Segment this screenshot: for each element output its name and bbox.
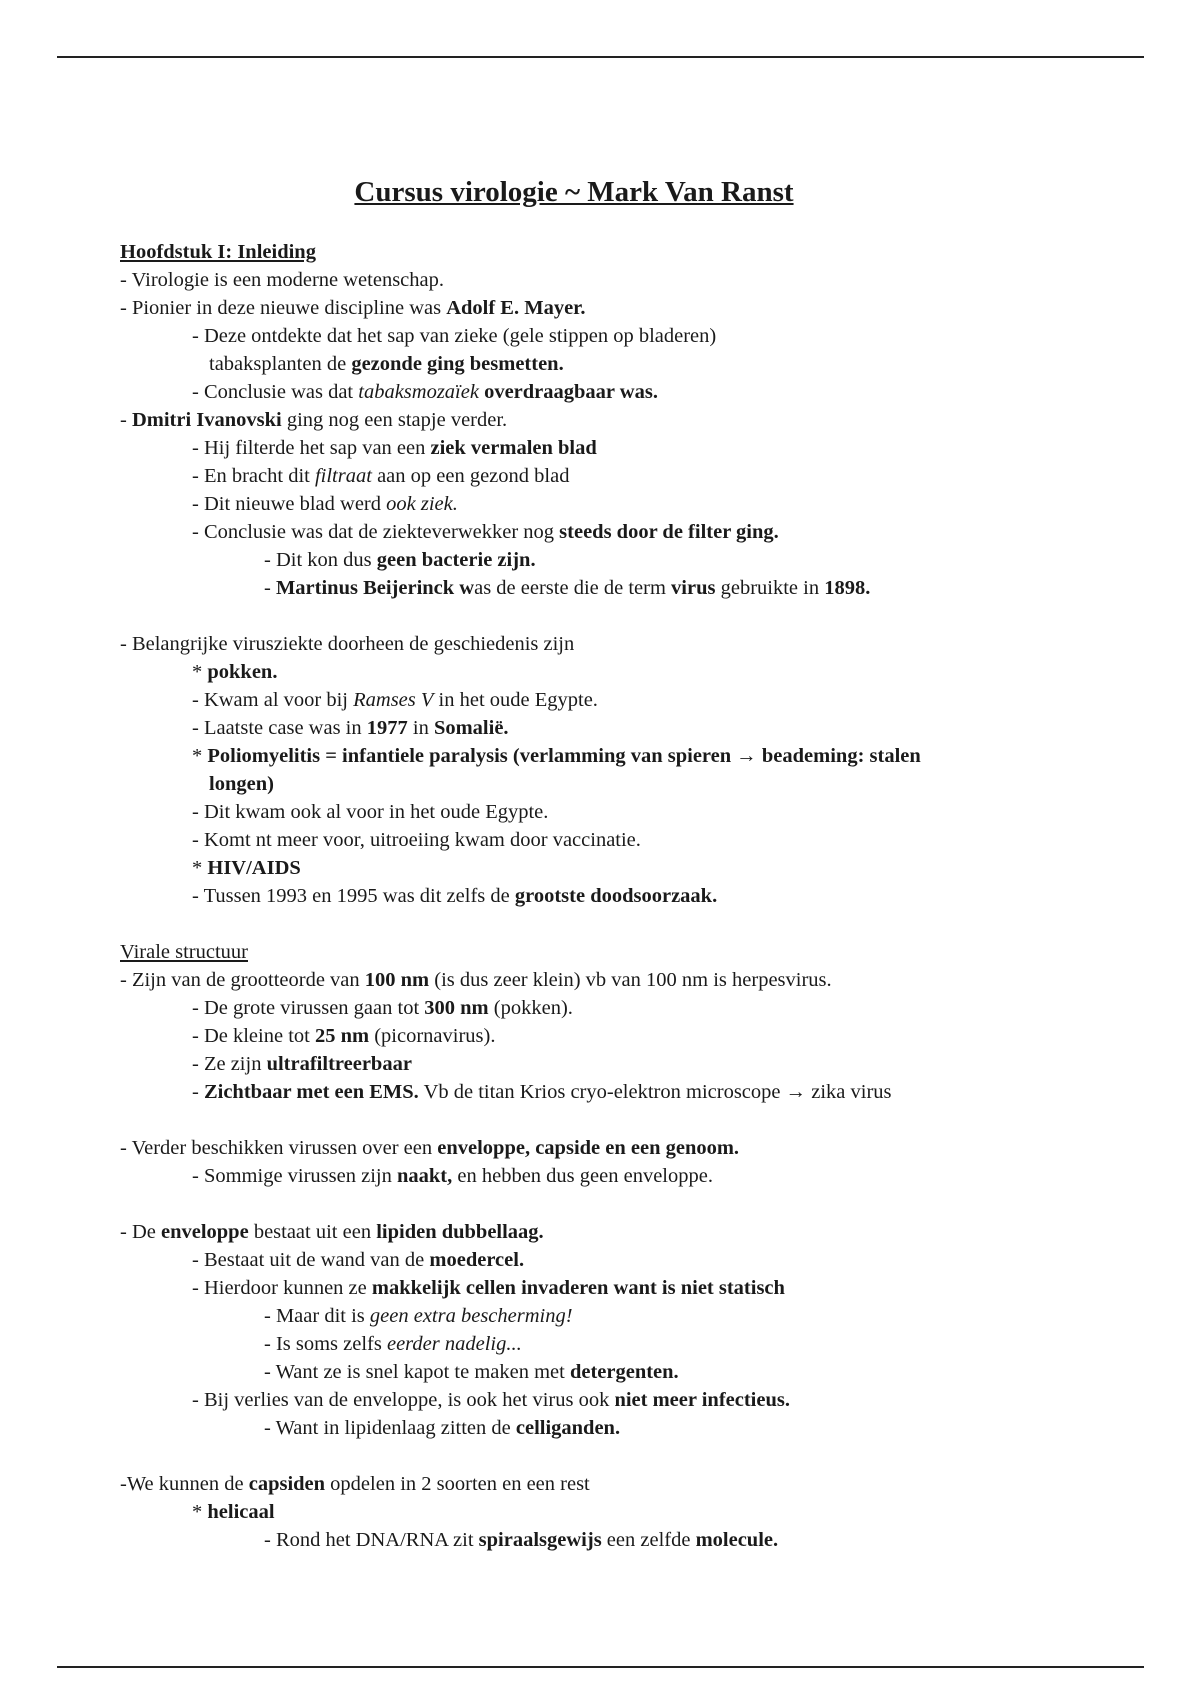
text-line: - Maar dit is geen extra bescherming! xyxy=(264,1305,573,1327)
bottom-rule xyxy=(57,1666,1144,1668)
text-line: - Hierdoor kunnen ze makkelijk cellen invaderen want is niet statisch xyxy=(192,1277,785,1299)
section-heading: Virale structuur xyxy=(120,941,248,963)
text-line: - Martinus Beijerinck was de eerste die de term virus gebruikte in 1898. xyxy=(264,577,871,599)
text-line: - Rond het DNA/RNA zit spiraalsgewijs een zelfde molecule. xyxy=(264,1529,779,1551)
text-line: * HIV/AIDS xyxy=(192,857,301,879)
text-line: - Dmitri Ivanovski ging nog een stapje verder. xyxy=(120,409,508,431)
text-line: - Want in lipidenlaag zitten de celliganden. xyxy=(264,1417,621,1439)
text-line: * helicaal xyxy=(192,1501,275,1523)
text-line: - De kleine tot 25 nm (picornavirus). xyxy=(192,1025,496,1047)
text-line: - Komt nt meer voor, uitroeiing kwam door vaccinatie. xyxy=(192,829,641,851)
text-line: - Dit kwam ook al voor in het oude Egypte. xyxy=(192,801,549,823)
text-line: - En bracht dit filtraat aan op een gezond blad xyxy=(192,465,570,487)
text-line: - Belangrijke virusziekte doorheen de geschiedenis zijn xyxy=(120,633,575,655)
text-line: - Want ze is snel kapot te maken met detergenten. xyxy=(264,1361,679,1383)
text-line: - Sommige virussen zijn naakt, en hebben dus geen enveloppe. xyxy=(192,1165,713,1187)
text-line: - Zijn van de grootteorde van 100 nm (is dus zeer klein) vb van 100 nm is herpesvirus. xyxy=(120,969,832,991)
chapter-heading: Hoofdstuk I: Inleiding xyxy=(120,241,316,263)
text-line: - Verder beschikken virussen over een enveloppe, capside en een genoom. xyxy=(120,1137,740,1159)
text-line: - Bij verlies van de enveloppe, is ook het virus ook niet meer infectieus. xyxy=(192,1389,790,1411)
text-line: - Bestaat uit de wand van de moedercel. xyxy=(192,1249,525,1271)
text-line: - Virologie is een moderne wetenschap. xyxy=(120,269,445,291)
text-line: - Zichtbaar met een EMS. Vb de titan Krios cryo-elektron microscope → zika virus xyxy=(192,1081,892,1103)
text-line: - Pionier in deze nieuwe discipline was Adolf E. Mayer. xyxy=(120,297,586,319)
text-line: - Laatste case was in 1977 in Somalië. xyxy=(192,717,509,739)
text-line: -We kunnen de capsiden opdelen in 2 soorten en een rest xyxy=(120,1473,590,1495)
text-line: - Conclusie was dat de ziekteverwekker nog steeds door de filter ging. xyxy=(192,521,779,543)
document-title: Cursus virologie ~ Mark Van Ranst xyxy=(354,176,794,208)
text-line: - De grote virussen gaan tot 300 nm (pokken). xyxy=(192,997,573,1019)
text-line: - Ze zijn ultrafiltreerbaar xyxy=(192,1053,412,1075)
text-line: - Deze ontdekte dat het sap van zieke (gele stippen op bladeren) xyxy=(192,325,717,347)
text-line: - Hij filterde het sap van een ziek vermalen blad xyxy=(192,437,597,459)
text-line: tabaksplanten de gezonde ging besmetten. xyxy=(209,353,564,375)
top-rule xyxy=(57,56,1144,58)
text-line: longen) xyxy=(209,773,274,795)
text-line: - Tussen 1993 en 1995 was dit zelfs de grootste doodsoorzaak. xyxy=(192,885,718,907)
text-line: * Poliomyelitis = infantiele paralysis (verlamming van spieren → beademing: stalen xyxy=(192,745,921,767)
text-line: * pokken. xyxy=(192,661,278,683)
text-line: - Dit kon dus geen bacterie zijn. xyxy=(264,549,536,571)
text-line: - Conclusie was dat tabaksmozaïek overdraagbaar was. xyxy=(192,381,658,403)
text-line: - Dit nieuwe blad werd ook ziek. xyxy=(192,493,458,515)
document-body xyxy=(120,238,1080,1554)
text-line: - Is soms zelfs eerder nadelig... xyxy=(264,1333,522,1355)
text-line: - De enveloppe bestaat uit een lipiden dubbellaag. xyxy=(120,1221,544,1243)
text-line: - Kwam al voor bij Ramses V in het oude Egypte. xyxy=(192,689,598,711)
